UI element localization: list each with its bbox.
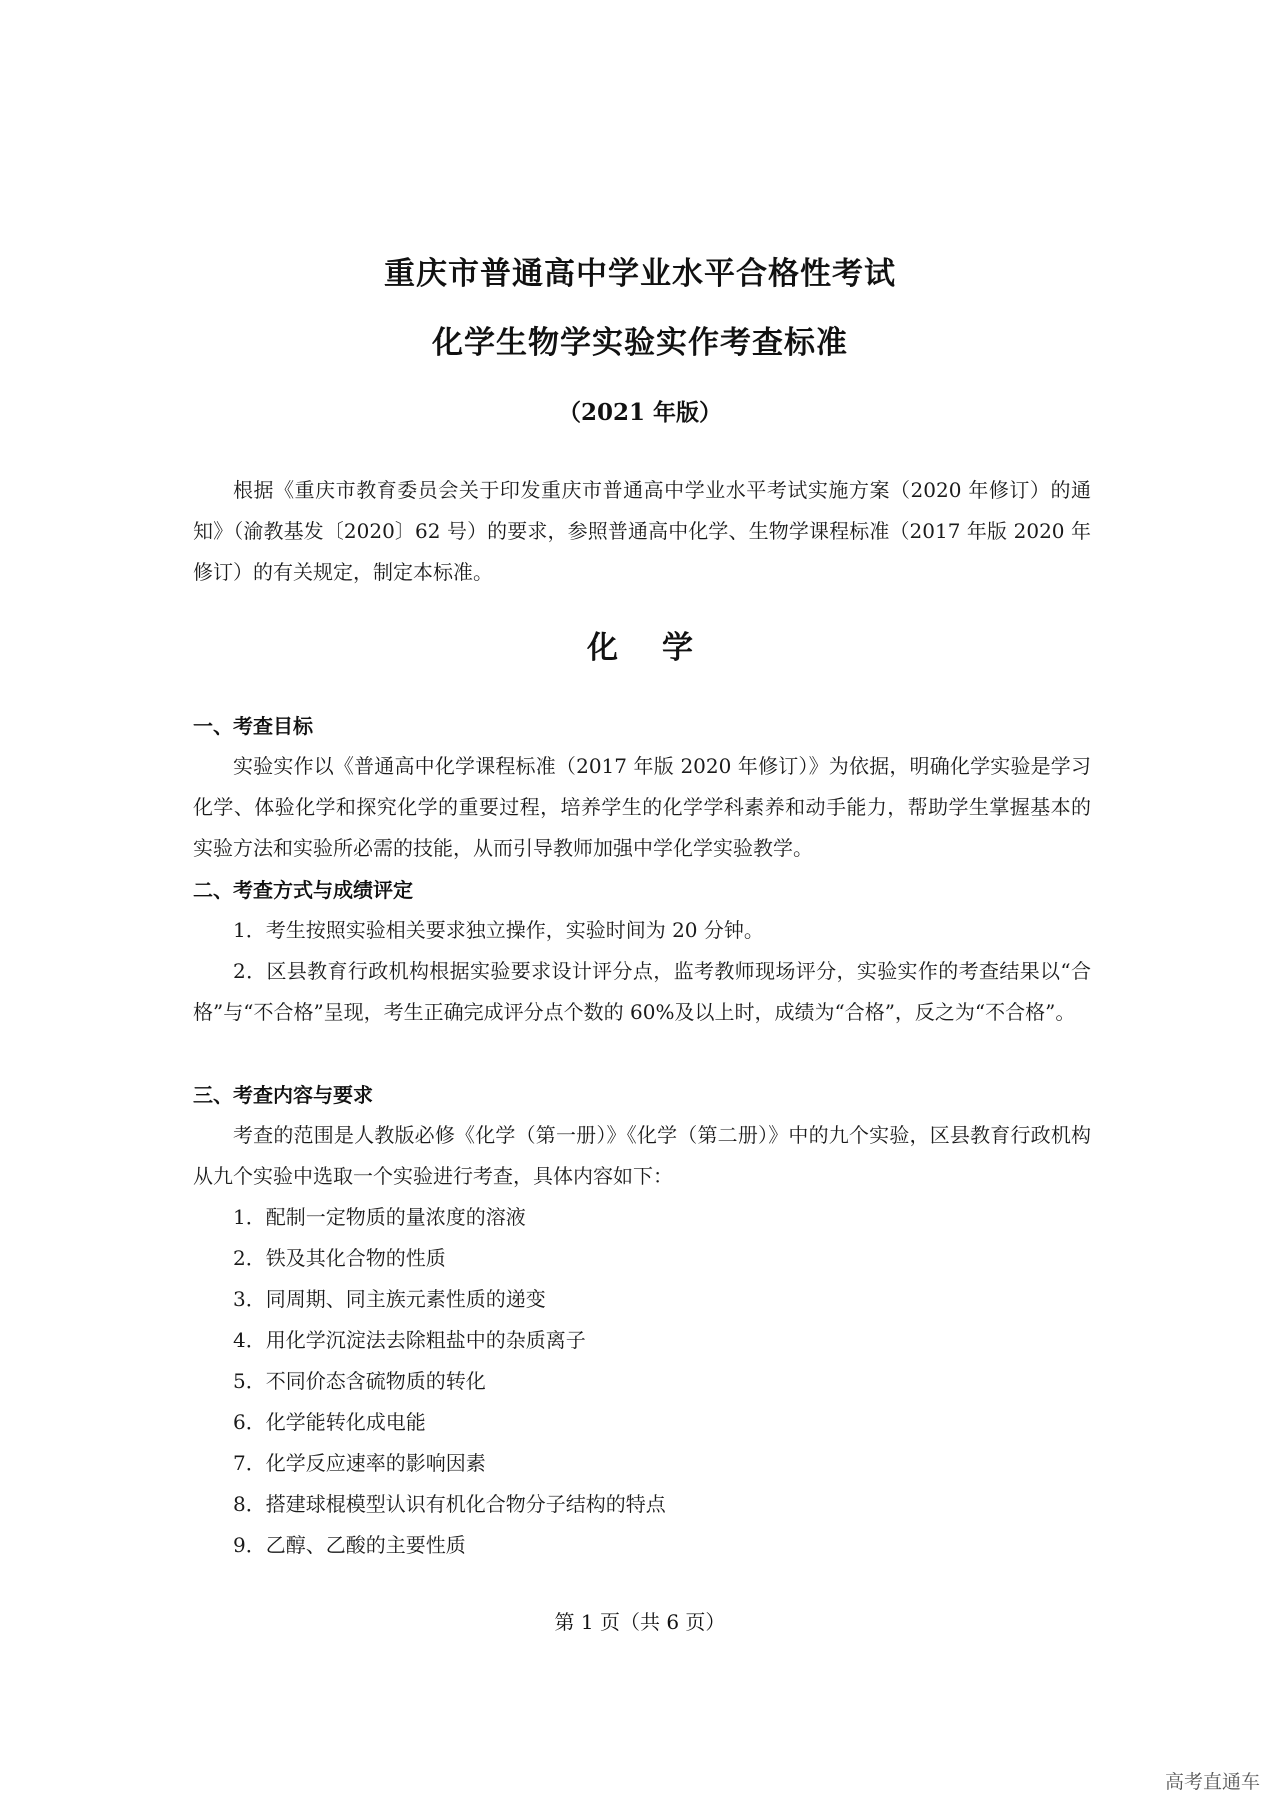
page-footer: 第 1 页（共 6 页） xyxy=(554,1610,726,1634)
document-title-line1: 重庆市普通高中学业水平合格性考试 xyxy=(384,256,896,292)
section-heading-chemistry: 化学 xyxy=(587,630,737,666)
list-item: 6．化学能转化成电能 xyxy=(233,1410,426,1434)
method-item-1: 1．考生按照实验相关要求独立操作，实验时间为 20 分钟。 xyxy=(233,918,764,942)
list-item: 8．搭建球棍模型认识有机化合物分子结构的特点 xyxy=(233,1492,666,1516)
list-item: 4．用化学沉淀法去除粗盐中的杂质离子 xyxy=(233,1328,586,1352)
method-item-2: 2．区县教育行政机构根据实验要求设计评分点，监考教师现场评分，实验实作的考查结果以“合格”与“不合格”呈现，考生正确完成评分点个数的 60%及以上时，成绩为“合格”，反之为“不合格”。 xyxy=(193,959,1091,1024)
list-item: 5．不同价态含硫物质的转化 xyxy=(233,1369,486,1393)
document-title-line2: 化学生物学实验实作考查标准 xyxy=(432,325,848,361)
heading-content: 三、考查内容与要求 xyxy=(193,1083,373,1107)
experiment-list xyxy=(193,1197,1091,1566)
heading-method: 二、考查方式与成绩评定 xyxy=(193,878,413,902)
intro-paragraph: 根据《重庆市教育委员会关于印发重庆市普通高中学业水平考试实施方案（2020 年修订）的通知》（渝教基发〔2020〕62 号）的要求，参照普通高中化学、生物学课程标准（2017 年版 2020 年修订）的有关规定，制定本标准。 xyxy=(193,478,1091,584)
watermark-text: 高考直通车 xyxy=(1164,1771,1260,1793)
list-item: 3．同周期、同主族元素性质的递变 xyxy=(233,1287,546,1311)
list-item: 1．配制一定物质的量浓度的溶液 xyxy=(233,1205,526,1229)
list-item: 2．铁及其化合物的性质 xyxy=(233,1246,446,1270)
list-item: 7．化学反应速率的影响因素 xyxy=(233,1451,486,1475)
content-paragraph: 考查的范围是人教版必修《化学（第一册）》《化学（第二册）》中的九个实验，区县教育行政机构从九个实验中选取一个实验进行考查，具体内容如下： xyxy=(193,1123,1091,1188)
edition-label: （2021 年版） xyxy=(557,399,723,426)
list-item: 9．乙醇、乙酸的主要性质 xyxy=(233,1533,466,1557)
heading-goal: 一、考查目标 xyxy=(193,714,313,738)
goal-paragraph: 实验实作以《普通高中化学课程标准（2017 年版 2020 年修订）》为依据，明确化学实验是学习化学、体验化学和探究化学的重要过程，培养学生的化学学科素养和动手能力，帮助学生掌握基本的实验方法和实验所必需的技能，从而引导教师加强中学化学实验教学。 xyxy=(193,754,1091,860)
